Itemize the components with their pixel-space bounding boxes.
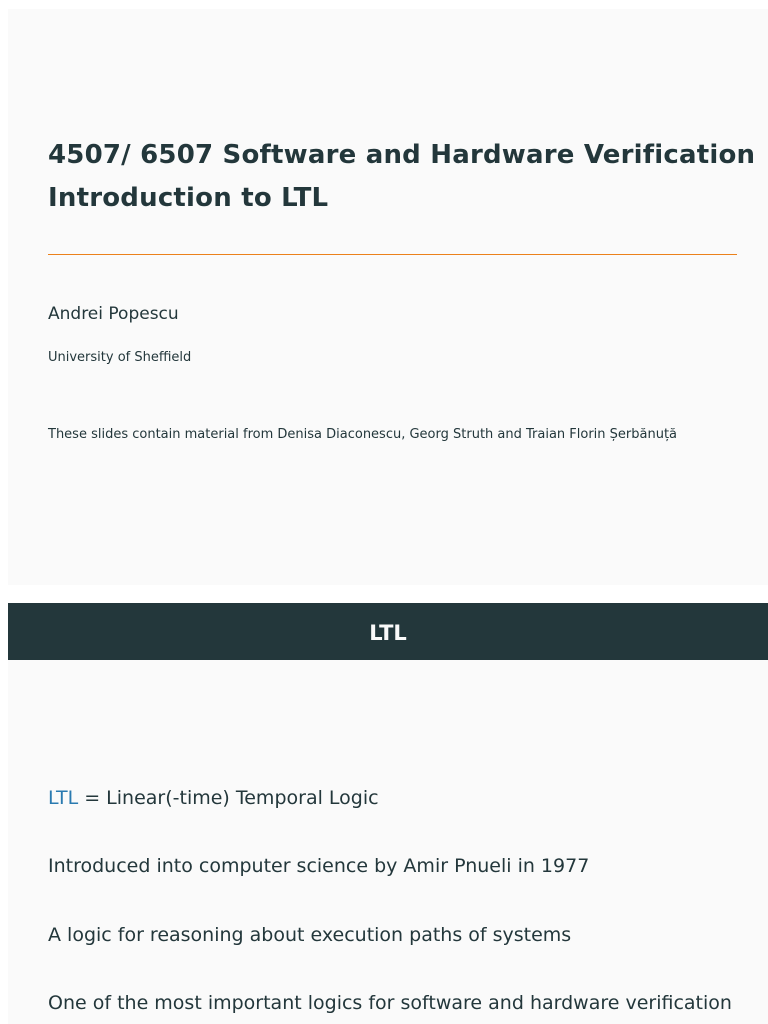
slide-title: 4507/ 6507 Software and Hardware Verification: [48, 140, 756, 170]
credits-note: These slides contain material from Denisa Diaconescu, Georg Struth and Traian Florin Șerbănuță: [48, 427, 678, 442]
title-slide: [8, 9, 768, 585]
ltl-term: LTL: [48, 787, 79, 809]
slide-subtitle: Introduction to LTL: [48, 183, 329, 213]
importance-line: One of the most important logics for software and hardware verification: [48, 992, 732, 1014]
institute-name: University of Sheffield: [48, 350, 192, 365]
frame-header: [8, 603, 768, 660]
ltl-definition: [48, 787, 379, 809]
history-line: Introduced into computer science by Amir Pnueli in 1977: [48, 855, 590, 877]
author-name: Andrei Popescu: [48, 304, 179, 324]
title-divider: [48, 254, 737, 255]
ltl-definition-text: = Linear(-time) Temporal Logic: [78, 787, 379, 809]
purpose-line: A logic for reasoning about execution paths of systems: [48, 924, 572, 946]
ltl-slide: [8, 603, 768, 1024]
frame-title: LTL: [369, 621, 407, 645]
